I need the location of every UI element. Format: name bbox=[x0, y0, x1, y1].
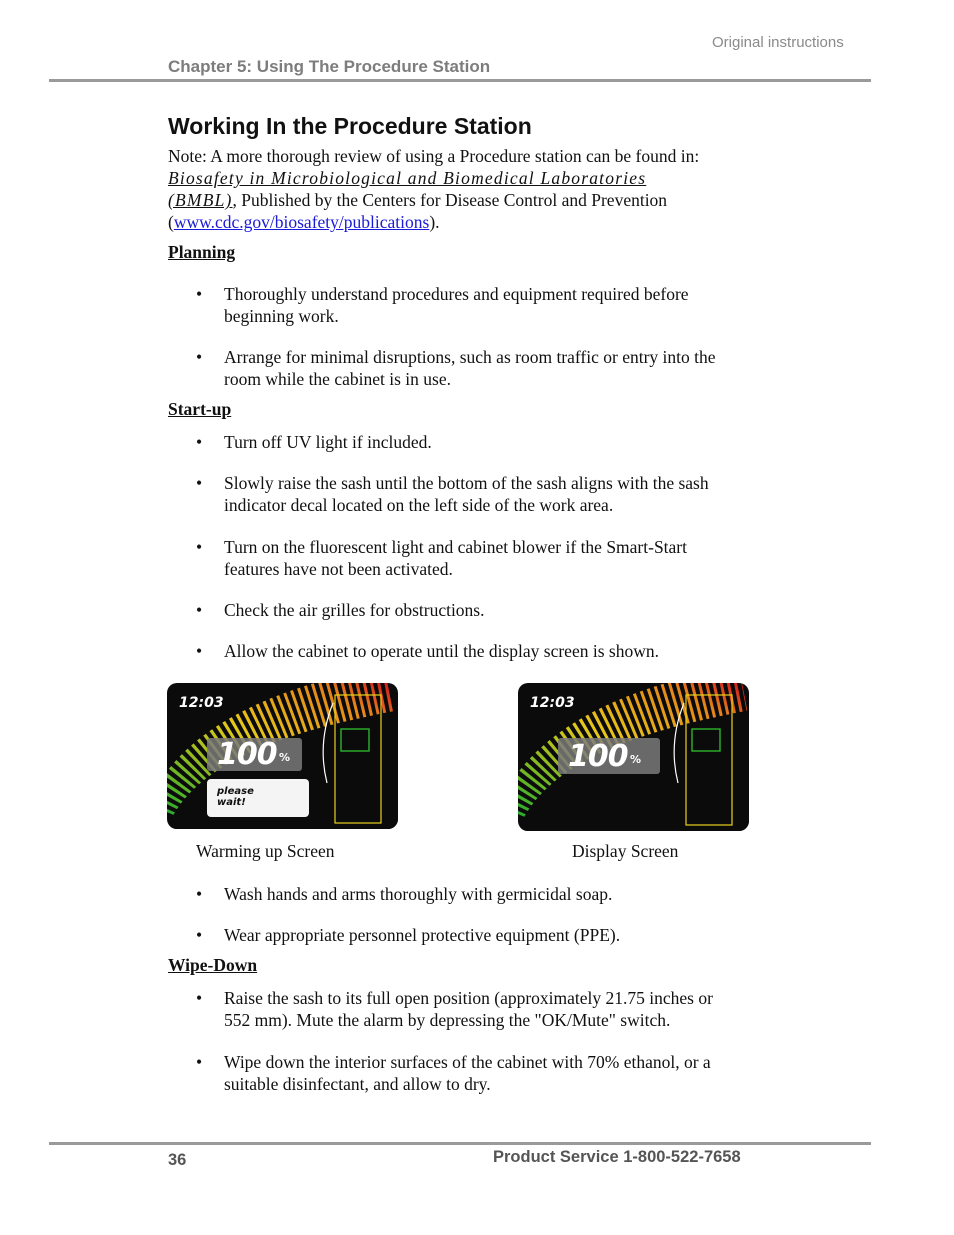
page-number: 36 bbox=[168, 1151, 187, 1169]
percent-unit: % bbox=[630, 753, 642, 766]
list-item: Turn off UV light if included. bbox=[224, 432, 432, 452]
clock-time: 12:03 bbox=[530, 695, 575, 711]
clock-time: 12:03 bbox=[179, 695, 224, 711]
warming-up-screen-image bbox=[167, 683, 398, 829]
list-item: Check the air grilles for obstructions. bbox=[224, 600, 485, 620]
page-title: Working In the Procedure Station bbox=[168, 113, 532, 139]
bmbl-link-line1[interactable]: Biosafety in Microbiological and Biomedical Laboratories bbox=[168, 168, 647, 188]
paren-open: ( bbox=[168, 212, 174, 232]
bullet-icon: • bbox=[196, 884, 203, 904]
list-item: Slowly raise the sash until the bottom of the sash aligns with the sash indicator decal located on the left side of the work area. bbox=[224, 473, 709, 515]
percent-unit: % bbox=[279, 751, 291, 764]
bullet-icon: • bbox=[196, 988, 203, 1008]
footer-rule bbox=[49, 1142, 871, 1145]
planning-heading: Planning bbox=[168, 242, 236, 262]
original-instructions-label: Original instructions bbox=[712, 34, 844, 51]
bullet-icon: • bbox=[196, 537, 203, 557]
display-screen-image bbox=[518, 683, 749, 831]
bullet-icon: • bbox=[196, 347, 203, 367]
header-rule bbox=[49, 79, 871, 82]
list-item: Allow the cabinet to operate until the display screen is shown. bbox=[224, 641, 659, 661]
bullet-icon: • bbox=[196, 432, 203, 452]
bullet-icon: • bbox=[196, 284, 203, 304]
note-paragraph bbox=[168, 145, 768, 233]
cdc-url-link[interactable]: www.cdc.gov/biosafety/publications bbox=[173, 212, 430, 232]
bullet-icon: • bbox=[196, 600, 203, 620]
please-wait-message: please wait! bbox=[217, 786, 254, 808]
list-item: Turn on the fluorescent light and cabinet blower if the Smart-Start features have not been activated. bbox=[224, 537, 687, 579]
list-item: Wipe down the interior surfaces of the cabinet with 70% ethanol, or a suitable disinfectant, and allow to dry. bbox=[224, 1052, 711, 1094]
note-prefix: Note: A more thorough review of using a Procedure station can be found in: bbox=[168, 146, 700, 166]
bullet-icon: • bbox=[196, 473, 203, 493]
paren-close: ). bbox=[429, 212, 440, 232]
note-published: , Published by the Centers for Disease Control and Prevention bbox=[232, 190, 668, 210]
airflow-percent: 100 bbox=[568, 739, 628, 774]
display-screen-caption: Display Screen bbox=[572, 841, 679, 861]
bullet-icon: • bbox=[196, 925, 203, 945]
product-service-phone: Product Service 1-800-522-7658 bbox=[493, 1148, 741, 1166]
list-item: Wash hands and arms thoroughly with germicidal soap. bbox=[224, 884, 613, 904]
airflow-percent: 100 bbox=[217, 737, 277, 772]
list-item: Thoroughly understand procedures and equipment required before beginning work. bbox=[224, 284, 689, 326]
chapter-title: Chapter 5: Using The Procedure Station bbox=[168, 57, 491, 76]
startup-heading: Start-up bbox=[168, 399, 232, 419]
list-item: Wear appropriate personnel protective equipment (PPE). bbox=[224, 925, 621, 945]
bullet-icon: • bbox=[196, 641, 203, 661]
warming-up-caption: Warming up Screen bbox=[196, 841, 335, 861]
list-item: Arrange for minimal disruptions, such as room traffic or entry into the room while the cabinet is in use. bbox=[224, 347, 716, 389]
bullet-icon: • bbox=[196, 1052, 203, 1072]
list-item: Raise the sash to its full open position (approximately 21.75 inches or 552 mm). Mute the alarm by depressing the "OK/Mute" switch. bbox=[224, 988, 713, 1030]
wipedown-heading: Wipe-Down bbox=[168, 955, 258, 975]
bmbl-link-line2[interactable]: (BMBL) bbox=[168, 190, 233, 210]
